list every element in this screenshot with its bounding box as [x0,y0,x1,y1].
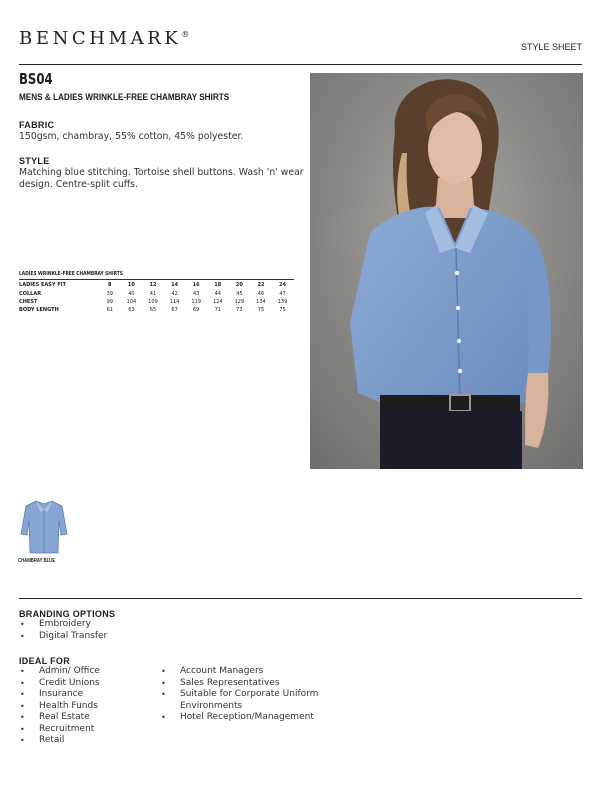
table-cell: 39 [106,290,113,297]
table-cell: 119 [191,298,201,305]
colour-swatch-chambray-blue[interactable] [20,498,68,556]
list-item: • Account Managers [160,666,330,678]
table-cell: 73 [236,307,243,314]
size-col: 8 [108,282,112,289]
table-cell: 65 [149,307,157,314]
table-cell: 63 [128,307,135,314]
table-cell: 104 [126,298,137,305]
ideal-for-heading: IDEAL FOR [19,656,71,666]
table-cell: 139 [277,298,288,305]
size-col: 10 [127,282,135,289]
table-cell: 61 [106,307,113,314]
table-cell: 75 [257,307,265,314]
list-item: • Retail [19,735,159,747]
table-cell: 134 [256,298,266,305]
table-cell: 109 [148,298,158,305]
row-label: CHEST [19,298,38,305]
list-item: • Admin/ Office [19,666,159,678]
fabric-text: 150gsm, chambray, 55% cotton, 45% polyester. [19,131,244,142]
list-item: • Suitable for Corporate Uniform Environments [160,689,330,712]
size-col: 24 [279,282,287,289]
size-col: 20 [235,282,243,289]
model-photo-illustration [310,73,583,469]
table-row [19,306,294,314]
row-label: COLLAR [19,290,42,297]
product-code: BS04 [19,70,53,88]
table-cell: 40 [128,290,135,297]
ideal-for-list-2 [160,666,330,724]
style-heading: STYLE [19,156,50,166]
colour-caption: CHAMBRAY BLUE [18,558,56,564]
table-cell: 46 [257,290,265,297]
list-item: • Real Estate [19,712,159,724]
product-name: MENS & LADIES WRINKLE-FREE CHAMBRAY SHIRTS [19,92,230,103]
brand-logo: BENCHMARK® [19,28,190,49]
table-row [19,289,294,297]
table-cell: 124 [212,298,223,305]
size-col: 16 [192,282,200,289]
table-cell: 71 [214,307,221,314]
table-cell: 99 [106,298,113,305]
row-label: BODY LENGTH [19,307,59,314]
size-col: 14 [171,282,179,289]
size-table-title: LADIES WRINKLE-FREE CHAMBRAY SHIRTS [19,271,123,277]
list-item: • Credit Unions [19,678,159,690]
size-table-header-row [19,281,294,289]
list-item: • Embroidery [19,619,107,631]
list-item: • Digital Transfer [19,631,107,643]
size-table-rule [19,279,294,280]
ideal-for-list-1 [19,666,159,747]
section-divider [19,598,582,599]
list-item: • Health Funds [19,701,159,713]
list-item: • Hotel Reception/Management [160,712,330,724]
table-cell: 45 [236,290,243,297]
style-text: Matching blue stitching. Tortoise shell buttons. Wash 'n' wear design. Centre-split cuffs. [19,167,304,190]
table-cell: 47 [279,290,286,297]
size-col: 22 [257,282,265,289]
table-cell: 67 [171,307,178,314]
size-table-header-label: LADIES EASY FIT [19,282,67,289]
list-item: • Sales Representatives [160,678,330,690]
size-col: 18 [214,282,222,289]
shirt-thumbnail-icon [20,498,68,556]
branding-heading: BRANDING OPTIONS [19,609,116,619]
header-divider [19,64,582,65]
model-photo [310,73,583,469]
table-cell: 42 [171,290,178,297]
table-cell: 41 [149,290,157,297]
doc-type-label: STYLE SHEET [520,42,582,52]
table-cell: 69 [192,307,200,314]
table-cell: 114 [169,298,180,305]
list-item: • Insurance [19,689,159,701]
size-col: 12 [149,282,157,289]
list-item: • Recruitment [19,724,159,736]
table-cell: 129 [234,298,245,305]
table-row [19,298,294,306]
table-cell: 44 [214,290,221,297]
size-table [19,271,294,315]
table-cell: 43 [192,290,200,297]
table-cell: 75 [279,307,286,314]
branding-list [19,619,107,642]
fabric-heading: FABRIC [19,120,55,130]
